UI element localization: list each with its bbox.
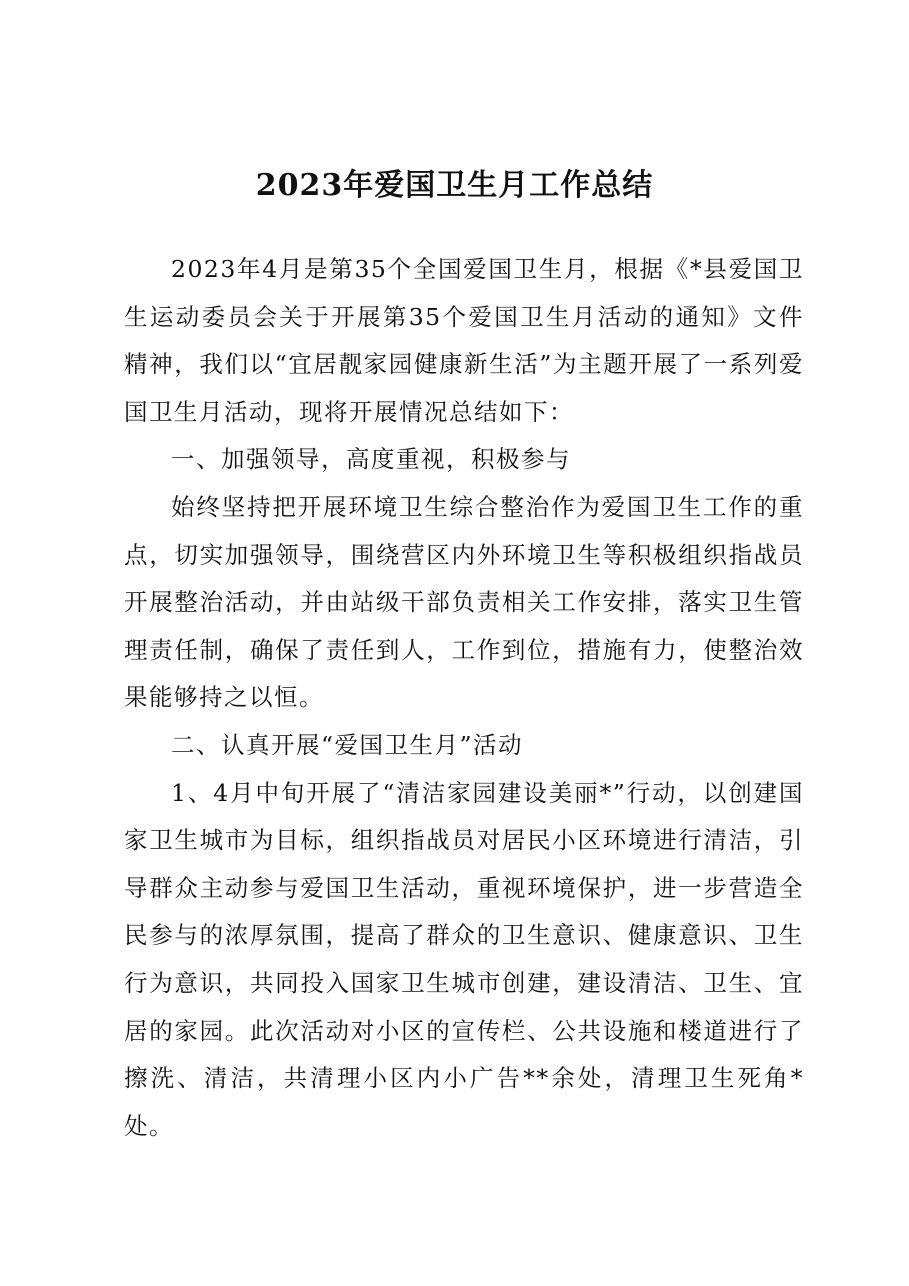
paragraph-intro: 2023年4月是第35个全国爱国卫生月，根据《*县爱国卫生运动委员会关于开展第35个爱国卫生月活动的通知》文件精神，我们以“宜居靓家园健康新生活”为主题开展了一系列爱国卫生月活动，现将开展情况总结如下： bbox=[124, 255, 804, 426]
section-heading-1: 一、加强领导，高度重视，积极参与 bbox=[171, 445, 571, 474]
section-heading-2: 二、认真开展“爱国卫生月”活动 bbox=[171, 730, 524, 759]
document-body bbox=[124, 246, 804, 1150]
paragraph-activity-1: 1、4月中旬开展了“清洁家园建设美丽*”行动，以创建国家卫生城市为目标，组织指战员对居民小区环境进行清洁，引导群众主动参与爱国卫生活动，重视环境保护，进一步营造全民参与的浓厚氛围，提高了群众的卫生意识、健康意识、卫生行为意识，共同投入国家卫生城市创建，建设清洁、卫生、宜居的家园。此次活动对小区的宣传栏、公共设施和楼道进行了擦洗、清洁，共清理小区内小广告**余处，清理卫生死角*处。 bbox=[124, 778, 804, 1140]
document-title: 2023年爱国卫生月工作总结 bbox=[255, 168, 654, 203]
paragraph-leadership: 始终坚持把开展环境卫生综合整治作为爱国卫生工作的重点，切实加强领导，围绕营区内外环境卫生等积极组织指战员开展整治活动，并由站级干部负责相关工作安排，落实卫生管理责任制，确保了责任到人，工作到位，措施有力，使整治效果能够持之以恒。 bbox=[124, 492, 804, 712]
